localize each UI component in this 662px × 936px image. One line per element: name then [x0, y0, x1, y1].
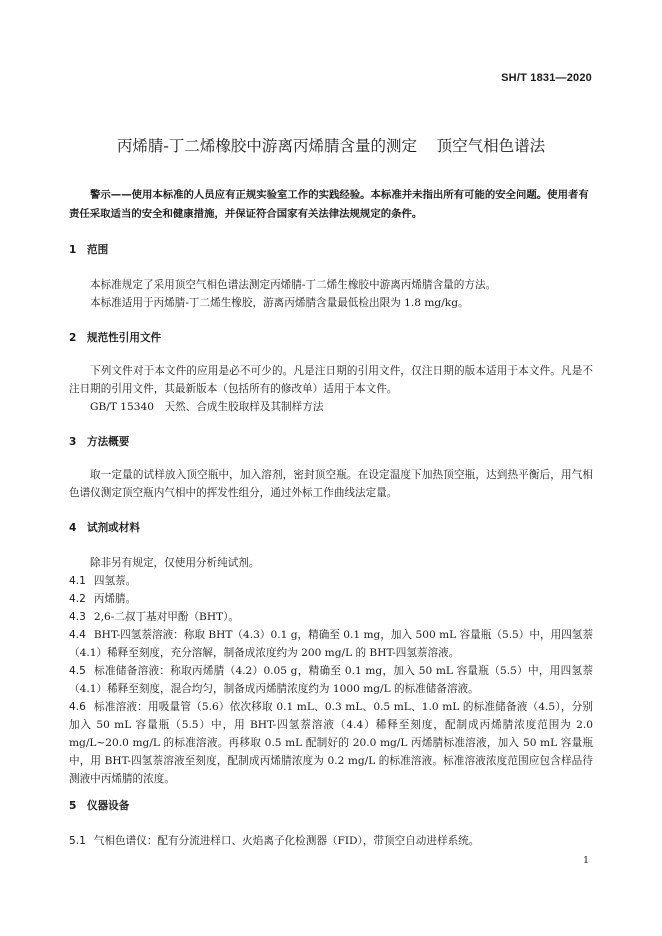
section-heading-method-summary [69, 434, 129, 449]
section-body-apparatus [69, 832, 593, 850]
section-heading-apparatus [69, 798, 129, 813]
section-title: 范围 [87, 244, 109, 256]
paragraph: 下列文件对于本文件的应用是必不可少的。凡是注日期的引用文件，仅注日期的版本适用于本文件。凡是不注日期的引用文件，其最新版本（包括所有的修改单）适用于本文件。 [69, 365, 593, 395]
section-body-normative-references [69, 362, 593, 416]
section-number: 2 [69, 332, 77, 344]
section-number: 1 [69, 244, 77, 256]
item-text: 标准储备溶液：称取丙烯腈（4.2）0.05 g，精确至 0.1 mg，加入 50 mL 容量瓶（5.5）中，用四氢萘（4.1）稀释至刻度，混合均匀，制备成丙烯腈浓度约为 1000 mg/L 的标准储备溶液。 [69, 665, 593, 695]
item-text: 气相色谱仪：配有分流进样口、火焰离子化检测器（FID），带顶空自动进样系统。 [93, 835, 480, 847]
document-title: 丙烯腈-丁二烯橡胶中游离丙烯腈含量的测定 顶空气相色谱法 [116, 137, 546, 155]
page-number: 1 [582, 855, 589, 866]
section-number: 5 [69, 800, 77, 812]
list-item [69, 572, 593, 590]
section-title: 试剂或材料 [87, 522, 140, 534]
item-text: 2,6-二叔丁基对甲酚（BHT）。 [93, 611, 240, 623]
standard-code: SH/T 1831—2020 [501, 72, 592, 84]
section-heading-scope [69, 242, 108, 257]
item-number: 4.4 [69, 629, 86, 641]
reference-entry: GB/T 15340 天然、合成生胶取样及其制样方法 [90, 401, 324, 413]
section-number: 3 [69, 436, 77, 448]
paragraph: 除非另有规定，仅使用分析纯试剂。 [90, 557, 260, 569]
list-item [69, 698, 593, 788]
item-number: 4.5 [69, 665, 86, 677]
paragraph: 本标准规定了采用顶空气相色谱法测定丙烯腈-丁二烯生橡胶中游离丙烯腈含量的方法。 [90, 279, 497, 291]
item-number: 4.1 [69, 575, 86, 587]
item-text: 四氢萘。 [93, 575, 137, 587]
list-item [69, 832, 593, 850]
section-title: 仪器设备 [87, 800, 130, 812]
section-body-scope [69, 276, 593, 312]
paragraph: 取一定量的试样放入顶空瓶中，加入溶剂，密封顶空瓶。在设定温度下加热顶空瓶，达到热平衡后，用气相色谱仪测定顶空瓶内气相中的挥发性组分，通过外标工作曲线法定量。 [69, 469, 593, 499]
item-text: BHT-四氢萘溶液：称取 BHT（4.3）0.1 g，精确至 0.1 mg，加入 500 mL 容量瓶（5.5）中，用四氢萘（4.1）稀释至刻度，充分溶解，制备成浓度约为 200 mg/L 的 BHT-四氢萘溶液。 [69, 629, 593, 659]
item-number: 5.1 [69, 835, 86, 847]
section-heading-normative-references [69, 330, 161, 345]
item-number: 4.6 [69, 701, 86, 713]
section-body-reagents [69, 554, 593, 788]
item-number: 4.3 [69, 611, 86, 623]
section-heading-reagents [69, 520, 140, 535]
item-number: 4.2 [69, 593, 86, 605]
paragraph: 本标准适用于丙烯腈-丁二烯生橡胶，游离丙烯腈含量最低检出限为 1.8 mg/kg。 [90, 297, 469, 309]
section-number: 4 [69, 522, 77, 534]
list-item [69, 662, 593, 698]
list-item [69, 608, 593, 626]
section-body-method-summary [69, 466, 593, 502]
list-item [69, 590, 593, 608]
section-title: 规范性引用文件 [87, 332, 162, 344]
item-text: 标准溶液：用吸量管（5.6）依次移取 0.1 mL、0.3 mL、0.5 mL、1.0 mL 的标准储备液（4.5），分别加入 50 mL 容量瓶（5.5）中，用 BHT-四氢萘溶液（4.4）稀释至刻度，配制成丙烯腈浓度范围为 2.0 mg/L~20.0 mg/L 的标准溶液。再移取 0.5 mL 配制好的 20.0 mg/L 丙烯腈标准溶液，加入 50 mL 容量瓶中，用 BHT-四氢萘溶液至刻度，配制成丙烯腈浓度为 0.2 mg/L 的标准溶液。标准溶液浓度范围应包含样品待测液中丙烯腈的浓度。 [69, 701, 593, 785]
item-text: 丙烯腈。 [93, 593, 137, 605]
list-item [69, 626, 593, 662]
safety-warning: 警示——使用本标准的人员应有正规实验室工作的实践经验。本标准并未指出所有可能的安全问题。使用者有责任采取适当的安全和健康措施，并保证符合国家有关法律法规规定的条件。 [69, 189, 589, 220]
section-title: 方法概要 [87, 436, 130, 448]
